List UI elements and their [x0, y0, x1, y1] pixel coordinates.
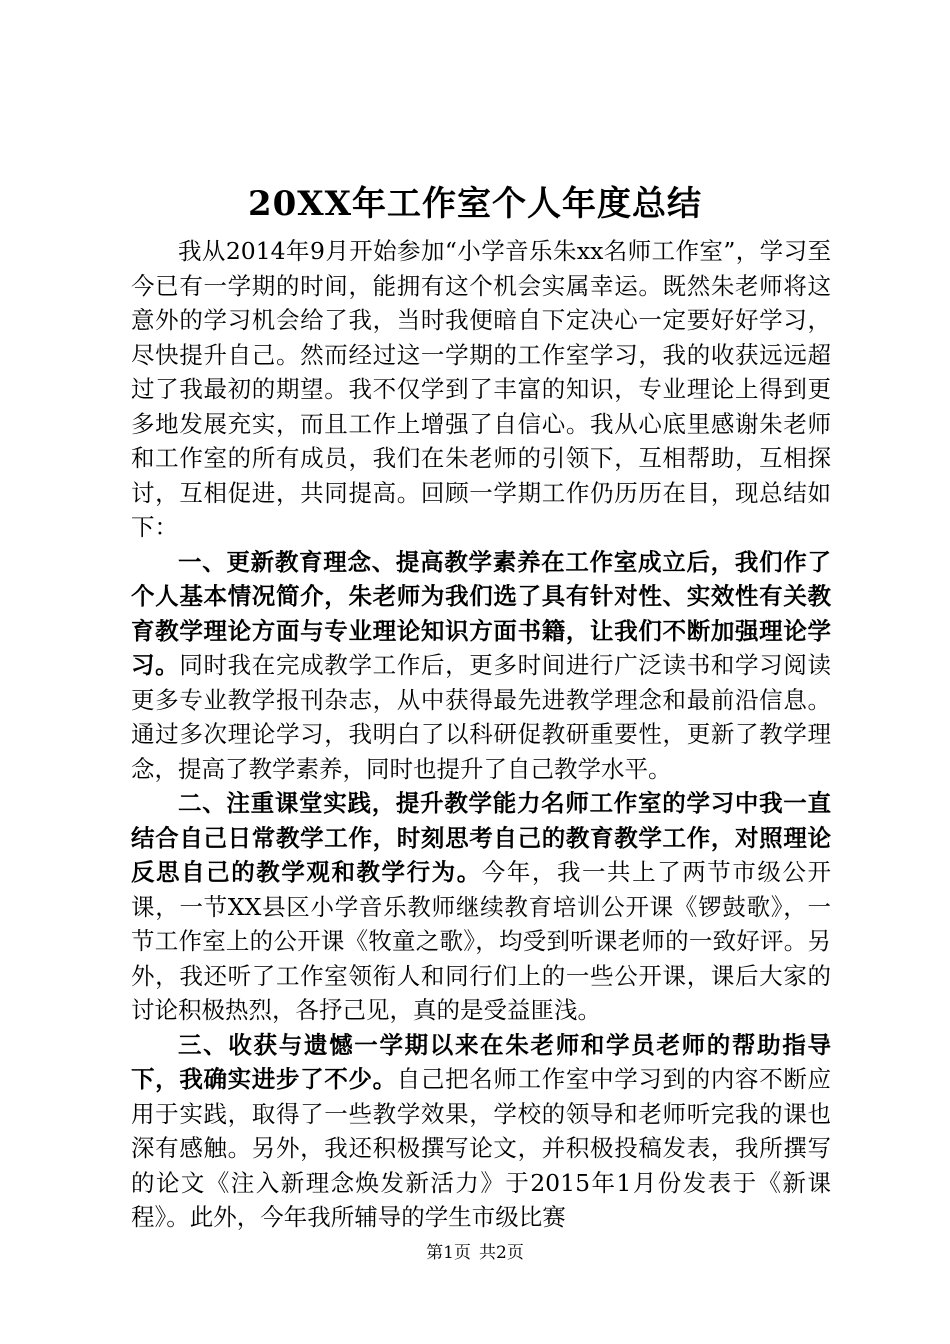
section-one-heading: 一、更新教育理念、提高教学素养在工作室成立后，我们作了个人基本情况简介，朱老师为我们选了具有针对性、实效性有关教育教学理论方面与专业理论知识方面书籍，让我们不断加强理论学习。 — [131, 547, 831, 679]
document-title: 20XX年工作室个人年度总结 — [247, 184, 703, 224]
paragraph-text: 我从2014年9月开始参加“小学音乐朱xx名师工作室”，学习至今已有一学期的时间，能拥有这个机会实属幸运。既然朱老师将这意外的学习机会给了我，当时我便暗自下定决心一定要好好学习，尽快提升自己。然而经过这一学期的工作室学习，我的收获远远超过了我最初的期望。我不仅学到了丰富的知识，专业理论上得到更多地发展充实，而且工作上增强了自信心。我从心底里感谢朱老师和工作室的所有成员，我们在朱老师的引领下，互相帮助，互相探讨，互相促进，共同提高。回顾一学期工作仍历历在目，现总结如下： — [131, 237, 831, 541]
section-two-heading: 二、注重课堂实践，提升教学能力名师工作室的学习中我一直结合自己日常教学工作，时刻思考自己的教育教学工作，对照理论反思自己的教学观和教学行为。 — [131, 789, 831, 886]
section-three-heading: 三、收获与遗憾一学期以来在朱老师和学员老师的帮助指导下，我确实进步了不少。 — [131, 1030, 831, 1093]
section-one-paragraph — [131, 545, 831, 787]
page-number: 第1页 — [426, 1243, 471, 1263]
paragraph-text: 同时我在完成教学工作后，更多时间进行广泛读书和学习阅读更多专业教学报刊杂志，从中获得最先进教学理念和最前沿信息。通过多次理论学习，我明白了以科研促教研重要性，更新了教学理念，提高了教学素养，同时也提升了自己教学水平。 — [131, 651, 832, 783]
intro-paragraph — [131, 234, 831, 545]
page-footer — [0, 1241, 950, 1265]
paragraph-text: 今年，我一共上了两节市级公开课，一节XX县区小学音乐教师继续教育培训公开课《锣鼓歌》，一节工作室上的公开课《牧童之歌》，均受到听课老师的一致好评。另外，我还听了工作室领衔人和同行们上的一些公开课，课后大家的讨论积极热烈，各抒己见，真的是受益匪浅。 — [131, 858, 832, 1024]
document-body — [131, 234, 831, 1235]
paragraph-text: 自己把名师工作室中学习到的内容不断应用于实践，取得了一些教学效果，学校的领导和老师听完我的课也深有感触。另外，我还积极撰写论文，并积极投稿发表，我所撰写的论文《注入新理念焕发新活力》于2015年1月份发表于《新课程》。此外，今年我所辅导的学生市级比赛 — [131, 1065, 832, 1231]
section-two-paragraph — [131, 786, 831, 1028]
section-three-paragraph — [131, 1028, 831, 1235]
page-total: 共2页 — [479, 1243, 524, 1263]
